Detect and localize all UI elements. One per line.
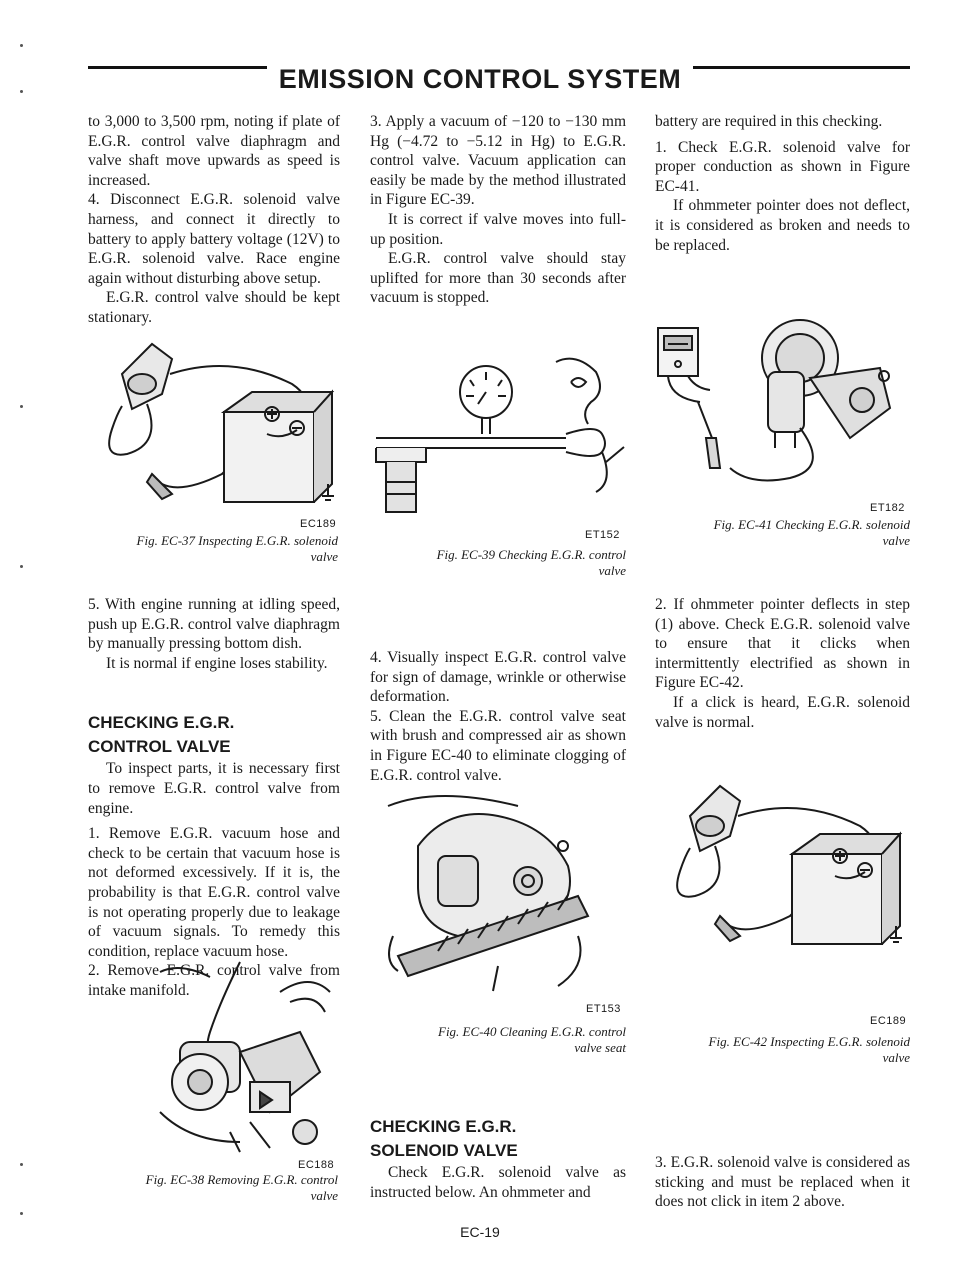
caption-line: Fig. EC-37 Inspecting E.G.R. solenoid <box>136 533 338 548</box>
paragraph: 5. Clean the E.G.R. control valve seat with brush and compressed air as shown in Figure EC-40 to eliminate clogging of E.G.R. control valve. <box>370 707 626 784</box>
caption-line: valve <box>882 533 910 548</box>
paragraph: 5. With engine running at idling speed, push up E.G.R. control valve diaphragm by manually pressing bottom dish. <box>88 596 340 653</box>
margin-speck <box>20 44 23 47</box>
caption-line: valve <box>598 563 626 578</box>
figure-ec41-illustration <box>650 318 910 492</box>
caption-line: valve <box>882 1050 910 1065</box>
figure-code: EC188 <box>298 1159 335 1171</box>
paragraph: to 3,000 to 3,500 rpm, noting if plate of E.G.R. control valve diaphragm and valve shaft move upwards as speed is increased. <box>88 113 340 189</box>
caption-line: Fig. EC-41 Checking E.G.R. solenoid <box>713 517 910 532</box>
page-title: EMISSION CONTROL SYSTEM <box>0 64 960 95</box>
margin-speck <box>20 90 23 93</box>
paragraph: If a click is heard, E.G.R. solenoid valve is normal. <box>655 693 910 731</box>
paragraph: E.G.R. control valve should stay uplifted for more than 30 seconds after vacuum is stopped. <box>370 250 626 307</box>
middle-column-middle <box>370 648 626 785</box>
figure-caption <box>660 517 910 549</box>
caption-line: valve <box>310 549 338 564</box>
paragraph: 1. Check E.G.R. solenoid valve for proper conduction as shown in Figure EC-41. <box>655 138 910 195</box>
margin-speck <box>20 565 23 568</box>
paragraph: 3. Apply a vacuum of −120 to −130 mm Hg (−4.72 to −5.12 in Hg) to E.G.R. control valve. Vacuum application can easily be made by the method illustrated in Figure EC-39. <box>370 113 626 209</box>
caption-line: Fig. EC-39 Checking E.G.R. control <box>436 547 626 562</box>
figure-code: ET152 <box>585 529 620 541</box>
section-heading: CHECKING E.G.R. <box>370 1117 517 1136</box>
paragraph: 4. Disconnect E.G.R. solenoid valve harness, and connect it directly to battery to apply battery voltage (12V) to E.G.R. solenoid valve. Race engine again without disturbing above setup. <box>88 191 340 287</box>
figure-ec38-illustration <box>140 952 340 1164</box>
paragraph: 4. Visually inspect E.G.R. control valve for sign of damage, wrinkle or otherwise deformation. <box>370 649 626 706</box>
section-heading: CONTROL VALVE <box>88 737 231 757</box>
caption-line: Fig. EC-38 Removing E.G.R. control <box>145 1172 338 1187</box>
middle-column-bottom <box>370 1115 626 1202</box>
middle-column-top <box>370 112 626 308</box>
paragraph: 2. If ohmmeter pointer deflects in step (1) above. Check E.G.R. solenoid valve to ensure that it clicks when intermittently electrified as shown in Figure EC-42. <box>655 596 910 692</box>
paragraph: It is normal if engine loses stability. <box>106 654 328 672</box>
paragraph: If ohmmeter pointer does not deflect, it is considered as broken and needs to be replaced. <box>655 197 910 254</box>
right-column-top <box>655 112 910 255</box>
figure-caption <box>372 547 626 579</box>
figure-code: ET153 <box>586 1003 621 1015</box>
right-column-middle <box>655 595 910 732</box>
figure-caption <box>372 1024 626 1056</box>
section-heading: SOLENOID VALVE <box>370 1141 518 1160</box>
left-column-top <box>88 112 340 328</box>
caption-line: Fig. EC-40 Cleaning E.G.R. control <box>438 1024 626 1039</box>
margin-speck <box>20 405 23 408</box>
caption-line: Fig. EC-42 Inspecting E.G.R. solenoid <box>708 1034 910 1049</box>
caption-line: valve <box>310 1188 338 1203</box>
paragraph: To inspect parts, it is necessary first to remove E.G.R. control valve from engine. <box>88 760 340 817</box>
paragraph: 2. Remove E.G.R. control valve from intake manifold. <box>88 962 340 999</box>
paragraph: Check E.G.R. solenoid valve as instructed below. An ohmmeter and <box>370 1164 626 1201</box>
figure-ec37-illustration <box>92 334 342 514</box>
left-column-middle <box>88 595 340 1001</box>
figure-caption <box>90 1172 338 1204</box>
figure-ec42-illustration <box>660 776 910 956</box>
figure-ec40-illustration <box>378 786 618 996</box>
paragraph: E.G.R. control valve should be kept stationary. <box>88 289 340 326</box>
figure-caption <box>660 1034 910 1066</box>
figure-caption <box>100 533 338 565</box>
page-number: EC-19 <box>460 1224 500 1240</box>
paragraph: 3. E.G.R. solenoid valve is considered as sticking and must be replaced when it does not click in item 2 above. <box>655 1154 910 1211</box>
paragraph: 1. Remove E.G.R. vacuum hose and check to be certain that vacuum hose is not deformed excessively. If it is, the probability is that E.G.R. control valve is not operating properly due to leakage of vacuum signals. To remedy this condition, replace vacuum hose. <box>88 825 340 960</box>
margin-speck <box>20 1212 23 1215</box>
figure-code: ET182 <box>870 502 905 514</box>
figure-ec39-illustration <box>366 352 636 522</box>
paragraph: It is correct if valve moves into full-up position. <box>370 210 626 248</box>
right-column-bottom <box>655 1153 910 1212</box>
figure-code: EC189 <box>870 1015 907 1027</box>
paragraph: battery are required in this checking. <box>655 113 883 130</box>
figure-code: EC189 <box>300 518 337 530</box>
section-heading: CHECKING E.G.R. <box>88 713 235 733</box>
margin-speck <box>20 1163 23 1166</box>
caption-line: valve seat <box>574 1040 626 1055</box>
